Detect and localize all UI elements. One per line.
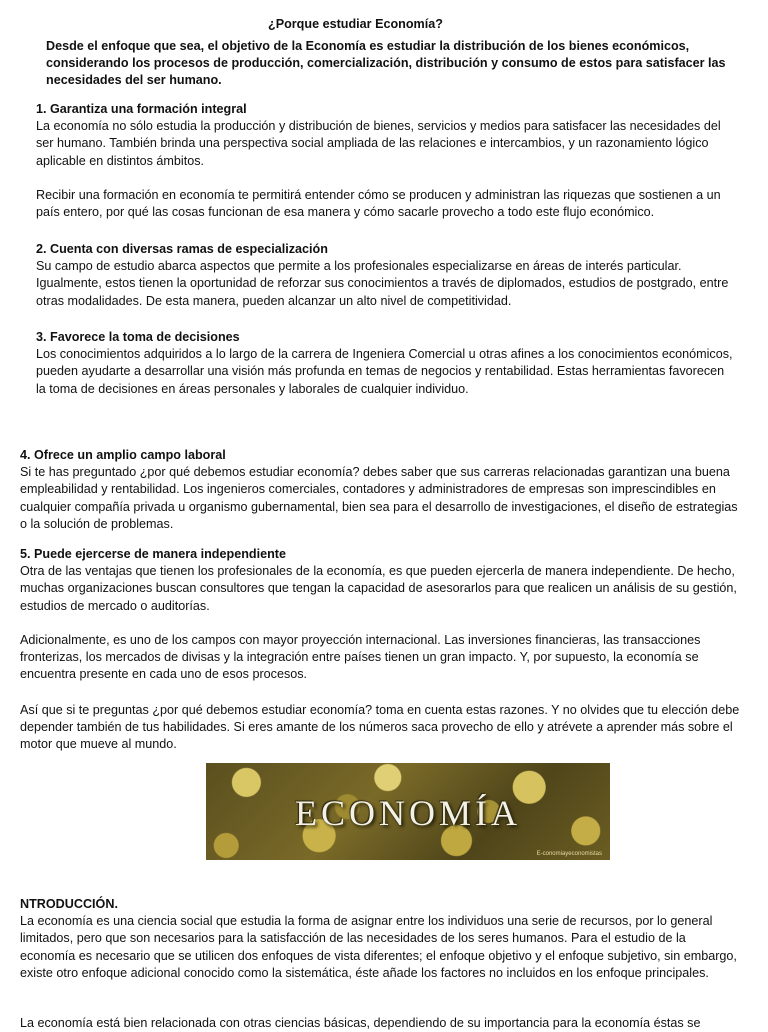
banner-title: ECONOMÍA: [295, 793, 521, 833]
section-formacion-integral: [36, 101, 736, 221]
intro-paragraph: Desde el enfoque que sea, el objetivo de la Economía es estudiar la distribución de los bienes económicos, considerando los procesos de producción, comercialización, distribución y consumo de estos para satisfacer las necesidades del ser humano.: [46, 39, 726, 88]
section-paragraph: Otra de las ventajas que tienen los profesionales de la economía, es que pueden ejercerla de manera independiente. De hecho, muchas organizaciones buscan consultores que tengan la capacidad de asesorarlos para que realicen un análisis de su gestión, estudios de mercado o auditorías.: [20, 564, 737, 613]
banner-credit: E-conomiayeconomistas: [536, 851, 602, 857]
section-heading: 1. Garantiza una formación integral: [36, 102, 247, 116]
paragraph-conclusion: Así que si te preguntas ¿por qué debemos estudiar economía? toma en cuenta estas razones. Y no olvides que tu elección debe depender también de tus habilidades. Si eres amante de los números saca provecho de ello y atrévete a aprender más sobre el motor que mueve al mundo.: [20, 703, 740, 752]
introduction-heading: NTRODUCCIÓN.: [20, 897, 118, 911]
section-heading: 4. Ofrece un amplio campo laboral: [20, 448, 226, 462]
section-paragraph: Recibir una formación en economía te permitirá entender cómo se producen y administran las riquezas que sostienen a un país entero, por qué las cosas funcionan de esa manera y cómo sacarle provecho a todo este flujo económico.: [36, 187, 721, 220]
section-heading: 5. Puede ejercerse de manera independiente: [20, 547, 286, 561]
section-paragraph: Los conocimientos adquiridos a lo largo de la carrera de Ingeniera Comercial u otras afines a los conocimientos económicos, pueden ayudarte a desarrollar una visión más profunda en temas de negocios y rentabilidad. Estas herramientas favorecen la toma de decisiones en áreas personales y laborales de cualquier individuo.: [36, 347, 733, 396]
section-toma-decisiones: [36, 329, 736, 398]
paragraph-proyeccion-internacional: Adicionalmente, es uno de los campos con mayor proyección internacional. Las inversiones financieras, las transacciones fronterizas, los mercados de divisas y la integración entre países tienen un gran impacto. Y, por supuesto, la economía se encuentra presente en cada uno de esos procesos.: [20, 633, 701, 682]
section-campo-laboral: [20, 447, 740, 533]
section-paragraph: Si te has preguntado ¿por qué debemos estudiar economía? debes saber que sus carreras relacionadas garantizan una buena empleabilidad y rentabilidad. Los ingenieros comerciales, contadores y administradores de empresas son imprescindibles en cualquier compañía privada u organismo gubernamental, bien sea para el desarrollo de investigaciones, el diseño de estrategias o la solución de problemas.: [20, 465, 738, 531]
section-paragraph: Su campo de estudio abarca aspectos que permite a los profesionales especializarse en áreas de interés particular. Igualmente, estos tienen la oportunidad de reforzar sus conocimientos a través de diplomados, estudios de postgrado, entre otras modalidades. De esta manera, pueden alcanzar un alto nivel de competitividad.: [36, 259, 729, 308]
introduction-section: [20, 896, 740, 982]
section-ramas-especializacion: [36, 241, 736, 310]
page-title: ¿Porque estudiar Economía?: [268, 17, 443, 31]
economia-banner-image: [206, 763, 610, 860]
introduction-cut-line: La economía está bien relacionada con otras ciencias básicas, dependiendo de su importancia para la economía éstas se: [20, 1016, 701, 1030]
introduction-paragraph: La economía es una ciencia social que estudia la forma de asignar entre los individuos una serie de recursos, por lo general limitados, pero que son necesarios para la satisfacción de las necesidades de los seres humanos. Para el estudio de la economía es necesario que se utilicen dos enfoques de vista diferentes; el enfoque objetivo y el enfoque subjetivo, sin embargo, existe otro enfoque adicional conocido como la sistemática, éste añade los factores no incluidos en los enfoque principales.: [20, 914, 737, 980]
section-heading: 2. Cuenta con diversas ramas de especialización: [36, 242, 328, 256]
section-paragraph: La economía no sólo estudia la producción y distribución de bienes, servicios y medios para satisfacer las necesidades del ser humano. También brinda una perspectiva social ampliada de las relaciones e intercambios, y un razonamiento lógico aplicable en distintos ámbitos.: [36, 119, 721, 168]
section-heading: 3. Favorece la toma de decisiones: [36, 330, 240, 344]
section-independiente: [20, 546, 740, 615]
